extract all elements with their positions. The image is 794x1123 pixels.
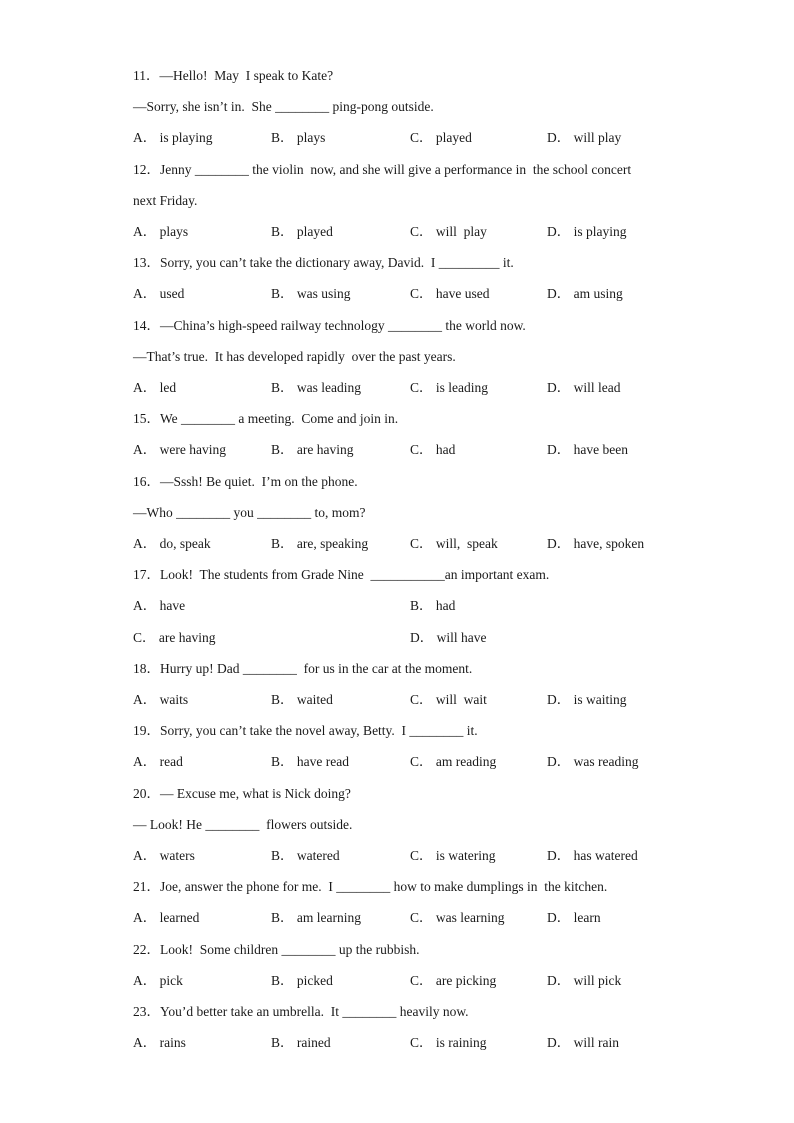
options-row — [133, 970, 773, 992]
option-c[interactable]: C． am reading — [410, 754, 497, 770]
option-d[interactable]: D． will play — [547, 130, 622, 146]
option-a[interactable]: A． have — [133, 598, 186, 614]
question-stem-continued: —That’s true. It has developed rapidly over the past years. — [133, 348, 456, 364]
question-stem: 11．—Hello! May I speak to Kate? — [133, 68, 334, 83]
option-b[interactable]: B． are, speaking — [271, 536, 369, 551]
question-stem: 12．Jenny ________ the violin now, and she will give a performance in the school concert — [133, 161, 632, 177]
option-b[interactable]: B． picked — [271, 972, 333, 988]
option-c[interactable]: C． is leading — [410, 380, 488, 395]
option-c[interactable]: C． had — [410, 442, 456, 458]
question-stem: 23．You’d better take an umbrella. It ________ heavily now. — [133, 1004, 469, 1019]
option-d[interactable]: D． will have — [410, 629, 487, 645]
option-a[interactable]: A． learned — [133, 910, 200, 926]
option-d[interactable]: D． was reading — [547, 754, 639, 770]
options-row — [133, 627, 773, 649]
question-stem-continued: — Look! He ________ flowers outside. — [133, 816, 353, 832]
option-c[interactable]: C． are having — [133, 629, 216, 645]
options-row — [133, 1032, 773, 1054]
option-b[interactable]: B． had — [410, 598, 456, 614]
options-row — [133, 845, 773, 867]
question-stem-continued: —Sorry, she isn’t in. She ________ ping-pong outside. — [133, 99, 434, 115]
option-a[interactable]: A． do, speak — [133, 536, 211, 551]
options-row — [133, 533, 773, 555]
option-b[interactable]: B． was leading — [271, 380, 361, 395]
option-c[interactable]: C． played — [410, 130, 472, 146]
options-row — [133, 689, 773, 711]
option-a[interactable]: A． rains — [133, 1035, 186, 1051]
option-a[interactable]: A． waits — [133, 692, 189, 707]
options-row — [133, 907, 773, 929]
option-a[interactable]: A． waters — [133, 848, 195, 863]
question-stem: 19．Sorry, you can’t take the novel away, Betty. I ________ it. — [133, 723, 478, 739]
option-b[interactable]: B． plays — [271, 130, 326, 146]
question-stem-continued: next Friday. — [133, 192, 198, 208]
option-c[interactable]: C． is raining — [410, 1035, 487, 1051]
option-b[interactable]: B． watered — [271, 848, 340, 863]
question-stem: 17．Look! The students from Grade Nine ___________an important exam. — [133, 567, 550, 583]
option-a[interactable]: A． used — [133, 286, 185, 302]
option-d[interactable]: D． have, spoken — [547, 536, 645, 551]
option-b[interactable]: B． waited — [271, 692, 333, 707]
question-stem: 21．Joe, answer the phone for me. I ________ how to make dumplings in the kitchen. — [133, 879, 608, 895]
question-stem: 18．Hurry up! Dad ________ for us in the car at the moment. — [133, 660, 473, 676]
option-d[interactable]: D． is playing — [547, 224, 627, 239]
question-stem-continued: —Who ________ you ________ to, mom? — [133, 504, 366, 520]
options-row — [133, 221, 773, 243]
option-d[interactable]: D． have been — [547, 442, 628, 458]
option-d[interactable]: D． has watered — [547, 848, 638, 863]
option-b[interactable]: B． am learning — [271, 910, 361, 926]
option-a[interactable]: A． were having — [133, 442, 226, 458]
option-c[interactable]: C． will wait — [410, 692, 487, 707]
question-stem: 14．—China’s high-speed railway technology ________ the world now. — [133, 317, 526, 333]
option-a[interactable]: A． read — [133, 754, 183, 770]
options-row — [133, 377, 773, 399]
question-stem: 20．— Excuse me, what is Nick doing? — [133, 785, 351, 801]
option-c[interactable]: C． is watering — [410, 848, 496, 863]
options-row — [133, 595, 773, 617]
question-stem: 13．Sorry, you can’t take the dictionary away, David. I _________ it. — [133, 255, 514, 271]
option-b[interactable]: B． was using — [271, 286, 351, 302]
option-c[interactable]: C． was learning — [410, 910, 505, 926]
option-a[interactable]: A． pick — [133, 972, 183, 988]
option-c[interactable]: C． have used — [410, 286, 490, 302]
question-stem: 22．Look! Some children ________ up the rubbish. — [133, 941, 420, 957]
option-c[interactable]: C． are picking — [410, 972, 497, 988]
option-b[interactable]: B． rained — [271, 1035, 331, 1051]
option-b[interactable]: B． played — [271, 224, 333, 239]
option-b[interactable]: B． are having — [271, 442, 354, 458]
options-row — [133, 127, 773, 149]
option-a[interactable]: A． led — [133, 380, 177, 395]
options-row — [133, 751, 773, 773]
option-a[interactable]: A． plays — [133, 224, 189, 239]
option-c[interactable]: C． will play — [410, 224, 487, 239]
option-d[interactable]: D． is waiting — [547, 692, 627, 707]
question-stem: 16．—Sssh! Be quiet. I’m on the phone. — [133, 473, 358, 489]
option-d[interactable]: D． will lead — [547, 380, 621, 395]
options-row — [133, 283, 773, 305]
option-b[interactable]: B． have read — [271, 754, 349, 770]
option-a[interactable]: A． is playing — [133, 130, 213, 146]
options-row — [133, 439, 773, 461]
option-d[interactable]: D． am using — [547, 286, 623, 302]
option-d[interactable]: D． learn — [547, 910, 601, 926]
option-c[interactable]: C． will, speak — [410, 536, 498, 551]
option-d[interactable]: D． will pick — [547, 972, 622, 988]
option-d[interactable]: D． will rain — [547, 1035, 619, 1051]
question-stem: 15．We ________ a meeting. Come and join in. — [133, 411, 399, 427]
